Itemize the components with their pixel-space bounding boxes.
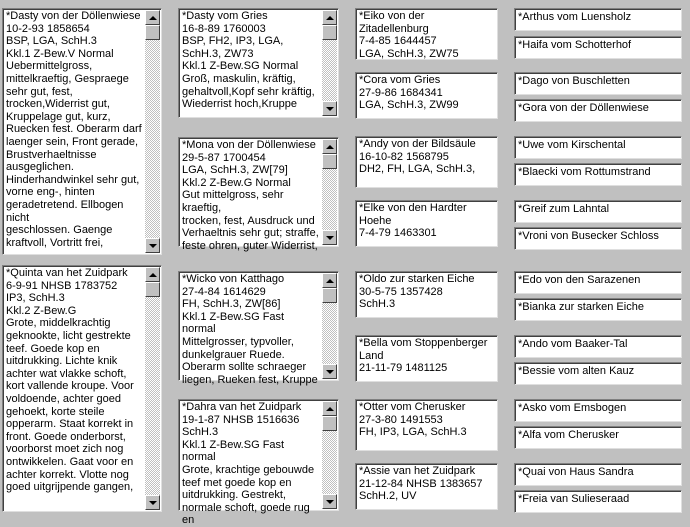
- ancestor-name: *Uwe vom Kirschental: [518, 139, 626, 151]
- ancestor-name: *Vroni von Busecker Schloss: [518, 230, 659, 242]
- ancestor-box-g4[interactable]: [514, 271, 682, 294]
- ancestor-box-g3[interactable]: [355, 399, 498, 451]
- ancestor-text: *Eiko von der Zitadellenburg 7-4-85 1644457 LGA, SchH.3, ZW75: [359, 10, 459, 60]
- scroll-down-button[interactable]: [145, 495, 160, 510]
- ancestor-box-g4[interactable]: [514, 399, 682, 422]
- arrow-up-icon: [326, 279, 334, 283]
- dam-pedigree-box[interactable]: [2, 265, 162, 512]
- scroll-thumb[interactable]: [322, 416, 337, 431]
- vertical-scrollbar[interactable]: [322, 401, 337, 509]
- ancestor-box-g4[interactable]: [514, 227, 682, 250]
- scroll-down-button[interactable]: [322, 101, 337, 116]
- ancestor-name: *Greif zum Lahntal: [518, 203, 610, 215]
- vertical-scrollbar[interactable]: [322, 139, 337, 245]
- scroll-thumb[interactable]: [145, 282, 160, 297]
- arrow-down-icon: [326, 236, 334, 240]
- ancestor-name: *Bessie vom alten Kauz: [518, 365, 635, 377]
- ancestor-box-g3[interactable]: [355, 271, 498, 318]
- ancestor-box-g4[interactable]: [514, 163, 682, 186]
- scroll-thumb[interactable]: [145, 25, 160, 40]
- ancestor-box-g4[interactable]: [514, 99, 682, 122]
- scroll-up-button[interactable]: [322, 10, 337, 25]
- scroll-down-button[interactable]: [322, 364, 337, 379]
- sire-pedigree-box[interactable]: [2, 8, 162, 255]
- scroll-down-button[interactable]: [322, 230, 337, 245]
- paternal-grandsire-box[interactable]: [178, 8, 339, 118]
- scroll-up-button[interactable]: [145, 267, 160, 282]
- scroll-up-button[interactable]: [322, 139, 337, 154]
- arrow-down-icon: [326, 500, 334, 504]
- ancestor-name: *Bianka zur starken Eiche: [518, 301, 644, 313]
- ancestor-box-g4[interactable]: [514, 463, 682, 486]
- scroll-up-button[interactable]: [322, 273, 337, 288]
- ancestor-name: *Haifa vom Schotterhof: [518, 39, 632, 51]
- arrow-up-icon: [326, 145, 334, 149]
- ancestor-text: *Oldo zur starken Eiche 30-5-75 1357428 SchH.3: [359, 273, 475, 310]
- maternal-grandsire-box[interactable]: [178, 271, 339, 386]
- ancestor-box-g3[interactable]: [355, 8, 498, 60]
- arrow-down-icon: [326, 370, 334, 374]
- maternal-granddam-box[interactable]: [178, 399, 339, 527]
- scroll-down-button[interactable]: [322, 494, 337, 509]
- ancestor-box-g3[interactable]: [355, 72, 498, 119]
- ancestor-box-g3[interactable]: [355, 335, 498, 382]
- ancestor-text: *Assie van het Zuidpark 21-12-84 NHSB 1383657 SchH.2, UV: [359, 465, 483, 502]
- arrow-down-icon: [326, 107, 334, 111]
- ancestor-box-g3[interactable]: [355, 200, 498, 247]
- ancestor-text: *Andy von der Bildsäule 16-10-82 1568795 DH2, FH, LGA, SchH.3,: [359, 138, 476, 175]
- maternal-grandsire-text: *Wicko von Katthago 27-4-84 1614629 FH, SchH.3, ZW[86] Kkl.1 Z-Bew.SG Fast normal Mittelgrosser, typvoller, dunkelgrauer Ruede. Oberarm sollte schraeger liegen, Rueken fest, Kruppe: [182, 273, 318, 386]
- ancestor-name: *Arthus vom Luensholz: [518, 11, 632, 23]
- ancestor-name: *Freia van Sulieseraad: [518, 493, 630, 505]
- ancestor-box-g4[interactable]: [514, 36, 682, 59]
- ancestor-name: *Dago von Buschletten: [518, 75, 630, 87]
- ancestor-box-g4[interactable]: [514, 335, 682, 358]
- ancestor-box-g4[interactable]: [514, 8, 682, 31]
- scroll-down-button[interactable]: [145, 238, 160, 253]
- arrow-up-icon: [326, 407, 334, 411]
- ancestor-box-g4[interactable]: [514, 200, 682, 223]
- ancestor-name: *Asko vom Emsbogen: [518, 402, 627, 414]
- ancestor-box-g4[interactable]: [514, 136, 682, 159]
- ancestor-name: *Gora von der Döllenwiese: [518, 102, 649, 114]
- ancestor-box-g4[interactable]: [514, 490, 682, 513]
- vertical-scrollbar[interactable]: [145, 267, 160, 510]
- scroll-thumb[interactable]: [322, 288, 337, 303]
- vertical-scrollbar[interactable]: [322, 273, 337, 379]
- ancestor-box-g4[interactable]: [514, 362, 682, 385]
- ancestor-name: *Ando vom Baaker-Tal: [518, 338, 628, 350]
- paternal-granddam-box[interactable]: [178, 137, 339, 252]
- maternal-granddam-text: *Dahra van het Zuidpark 19-1-87 NHSB 1516636 SchH.3 Kkl.1 Z-Bew.SG Fast normal Grote, krachtige gebouwde teef met goede kop en uitdrukking. Gestrekt, normale schoft, goede rug en: [182, 401, 315, 527]
- ancestor-box-g4[interactable]: [514, 298, 682, 321]
- scroll-thumb[interactable]: [322, 25, 337, 40]
- scroll-thumb[interactable]: [322, 154, 337, 169]
- ancestor-name: *Alfa vom Cherusker: [518, 429, 619, 441]
- ancestor-text: *Cora vom Gries 27-9-86 1684341 LGA, SchH.3, ZW99: [359, 74, 459, 111]
- paternal-granddam-text: *Mona von der Döllenwiese 29-5-87 1700454 LGA, SchH.3, ZW[79] Kkl.2 Z-Bew.G Normal Gut mittelgross, sehr kraeftig, trocken, fest, Ausdruck und Verhaeltnis sehr gut; straffe, feste ohren, guter Widerrist,: [182, 139, 319, 252]
- vertical-scrollbar[interactable]: [322, 10, 337, 116]
- ancestor-text: *Elke von den Hardter Hoehe 7-4-79 1463301: [359, 202, 467, 239]
- scroll-up-button[interactable]: [145, 10, 160, 25]
- arrow-down-icon: [149, 501, 157, 505]
- ancestor-name: *Edo von den Sarazenen: [518, 274, 641, 286]
- ancestor-text: *Otter vom Cherusker 27-3-80 1491553 FH, IP3, LGA, SchH.3: [359, 401, 467, 438]
- sire-pedigree-text: *Dasty von der Döllenwiese 10-2-93 1858654 BSP, LGA, SchH.3 Kkl.1 Z-Bew.V Normal Uebermittelgross, mittelkraeftig, Gespraege sehr gut, fest, trocken,Widerrist gut, Kruppelage gut, kurz, Ruecken fest. Oberarm darf laenger sein, Front gerade, Brustverhaeltnisse ausgeglichen. Hinderhandwinkel sehr gut, vorne eng-, hinten geradetretend. Ellbogen nicht geschlossen. Gaenge kraftvoll, Vortritt frei,: [6, 10, 142, 249]
- ancestor-box-g3[interactable]: [355, 136, 498, 188]
- ancestor-name: *Blaecki vom Rottumstrand: [518, 166, 651, 178]
- dam-pedigree-text: *Quinta van het Zuidpark 6-9-91 NHSB 1783752 IP3, SchH.3 Kkl.2 Z-Bew.G Grote, middelkrachtig geknookte, licht gestrekte teef. Goede kop en uitdrukking. Lichte knik achter wat vlakke schoft, kort vallende kroupe. Voor voldoende, achter goed gehoekt, korte steile opperarm. Staat korrekt in front. Goede onderborst, voorborst moet zich nog ontwikkelen. Gaat voor en achter korrekt. Vlotte nog goed uitgrijpende gangen,: [6, 267, 134, 494]
- ancestor-box-g4[interactable]: [514, 72, 682, 95]
- arrow-up-icon: [149, 16, 157, 20]
- ancestor-name: *Quai von Haus Sandra: [518, 466, 634, 478]
- arrow-up-icon: [326, 16, 334, 20]
- arrow-down-icon: [149, 244, 157, 248]
- paternal-grandsire-text: *Dasty vom Gries 16-8-89 1760003 BSP, FH2, IP3, LGA, SchH.3, ZW73 Kkl.1 Z-Bew.SG Normal Groß, maskulin, kräftig, gehaltvoll,Kopf sehr kräftig, Wiederrist hoch,Kruppe: [182, 10, 315, 111]
- scroll-up-button[interactable]: [322, 401, 337, 416]
- ancestor-box-g4[interactable]: [514, 426, 682, 449]
- vertical-scrollbar[interactable]: [145, 10, 160, 253]
- ancestor-text: *Bella vom Stoppenberger Land 21-11-79 1481125: [359, 337, 488, 374]
- arrow-up-icon: [149, 273, 157, 277]
- ancestor-box-g3[interactable]: [355, 463, 498, 510]
